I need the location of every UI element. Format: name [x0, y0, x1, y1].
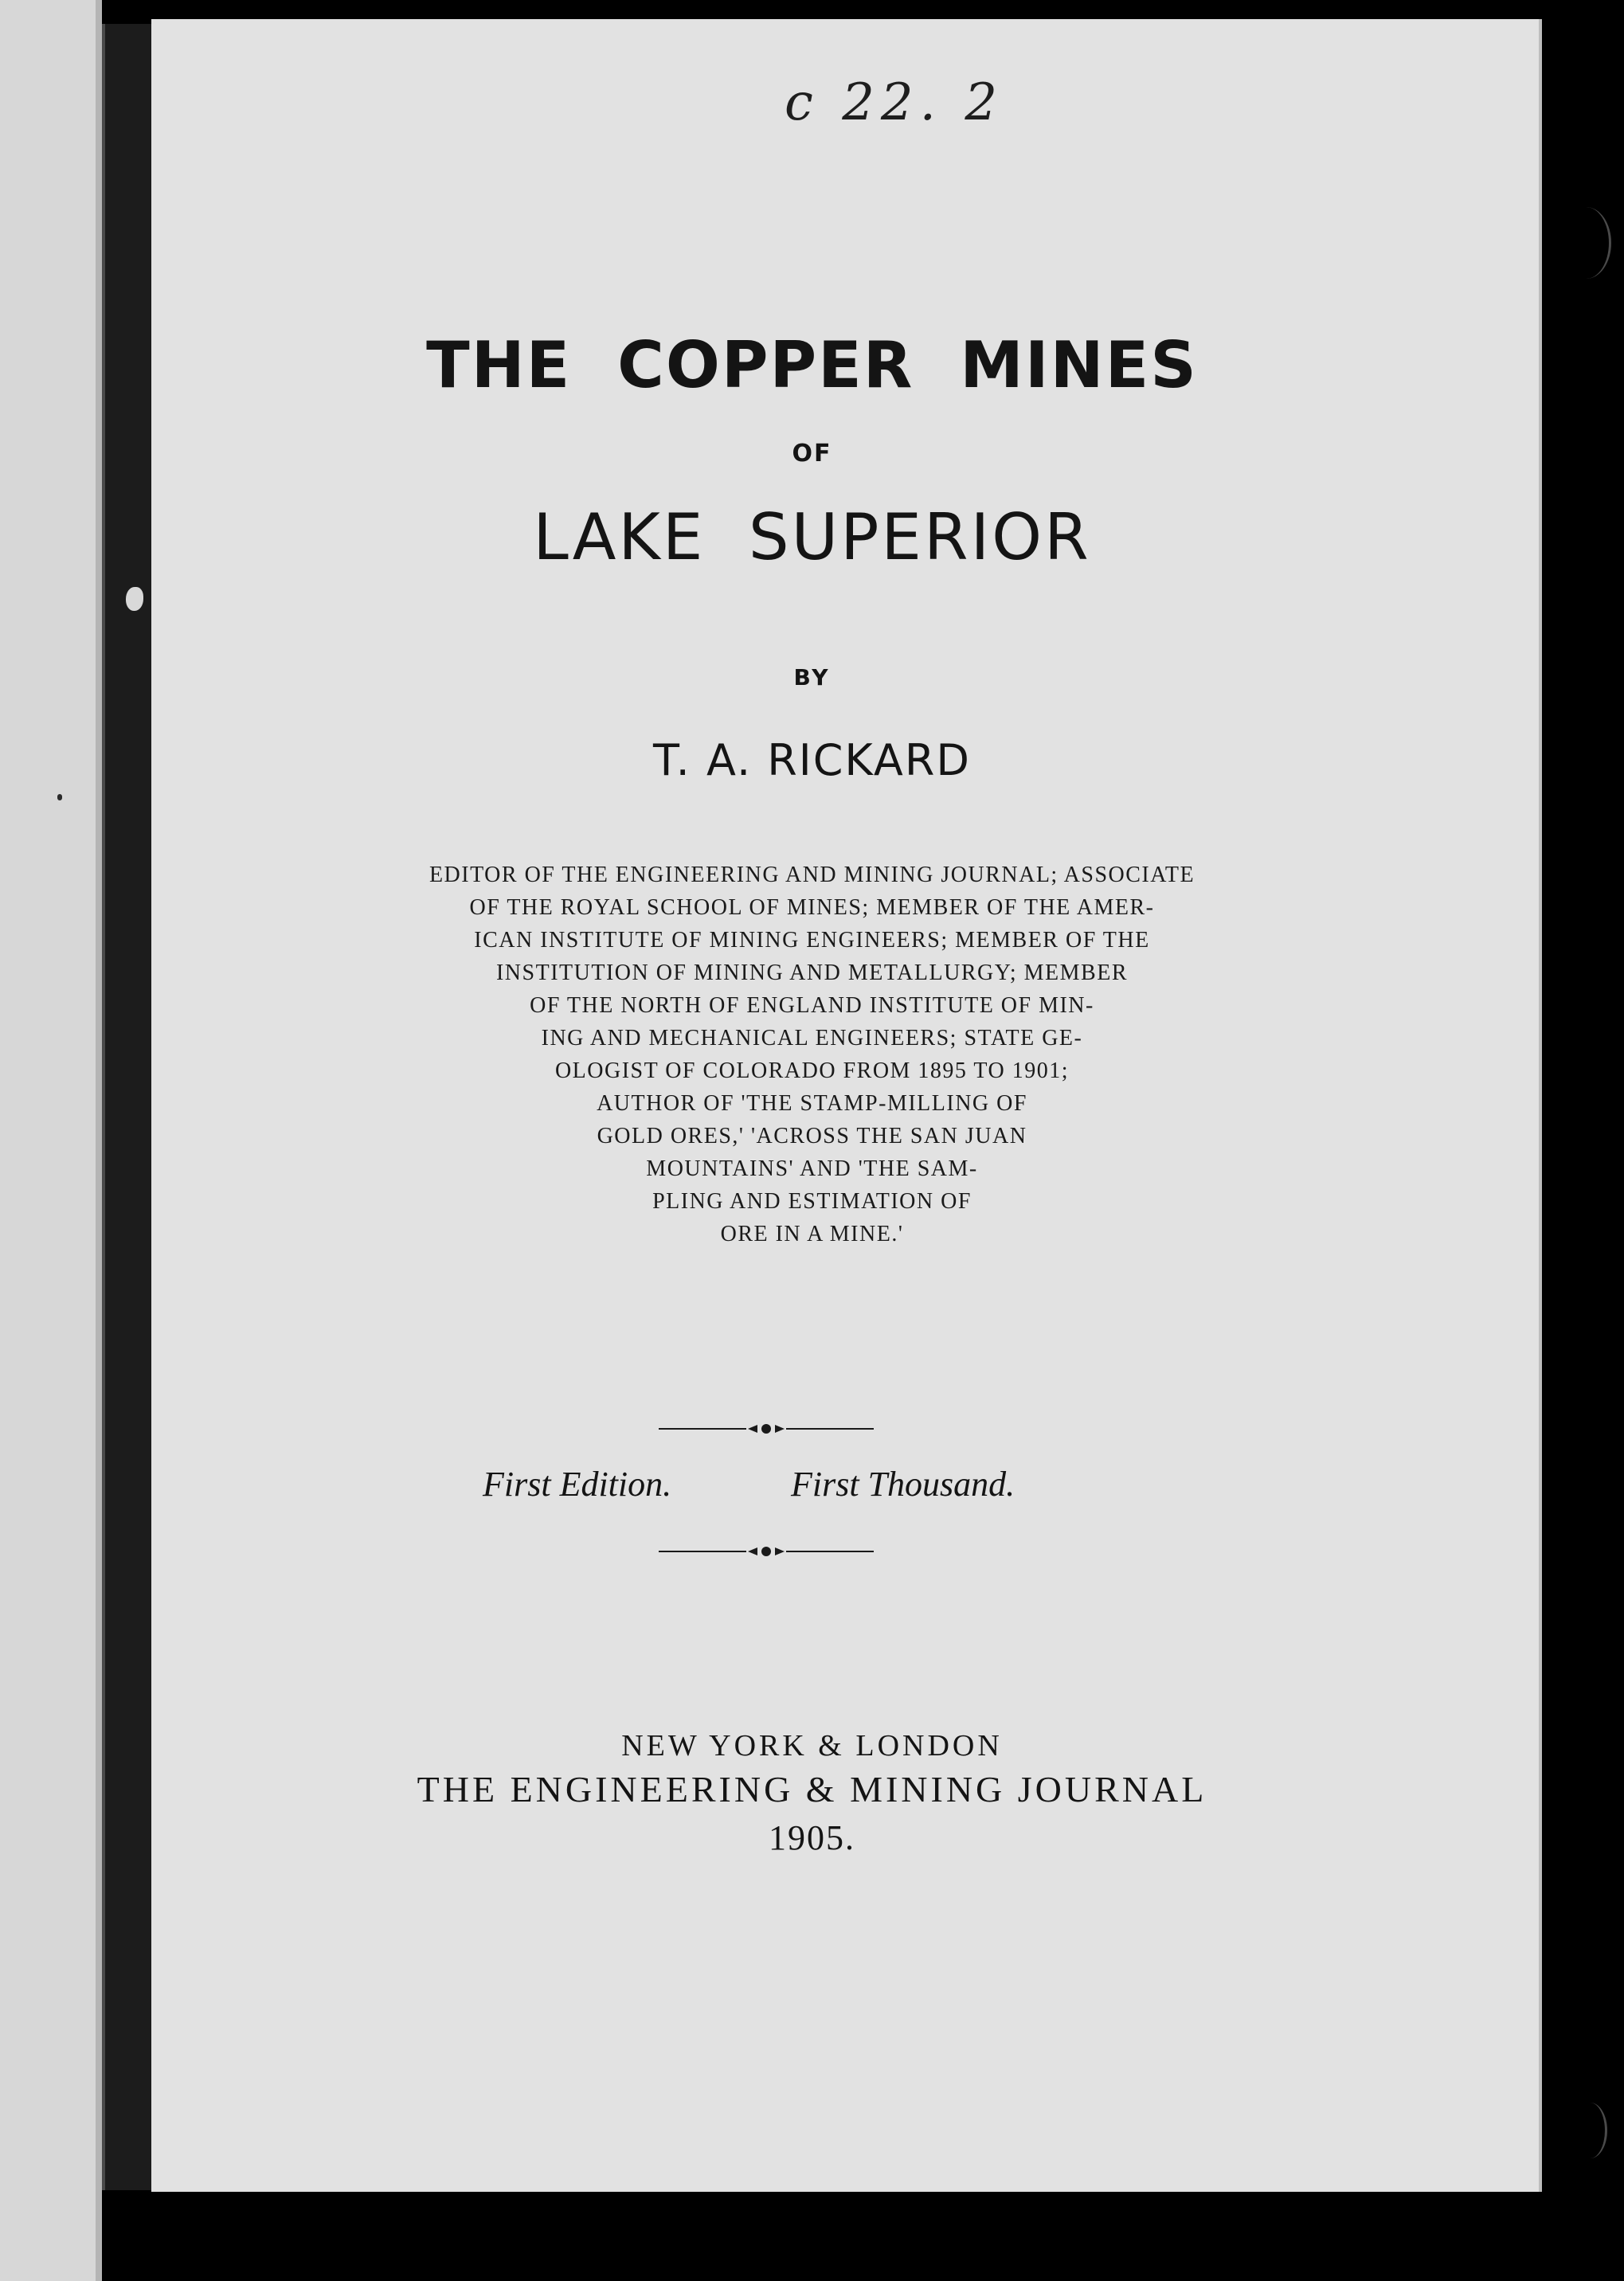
- publisher-name: THE ENGINEERING & MINING JOURNAL: [417, 1769, 1207, 1810]
- rule-arrow-right: [775, 1547, 785, 1555]
- rule-center-dot: [761, 1424, 771, 1434]
- edition-label: First Edition.: [483, 1465, 672, 1504]
- rule-arrow-right: [775, 1425, 785, 1433]
- book-title: THE COPPER MINES: [426, 328, 1198, 402]
- author-name: T. A. RICKARD: [653, 735, 971, 785]
- credentials-line: MOUNTAINS' AND 'THE SAM-: [646, 1156, 978, 1181]
- credentials-line: EDITOR OF THE ENGINEERING AND MINING JOURNAL; ASSOCIATE: [429, 863, 1195, 887]
- credentials-line: AUTHOR OF 'THE STAMP-MILLING OF: [597, 1091, 1027, 1116]
- scan-smudge: [1561, 207, 1611, 279]
- gutter-mark: [126, 587, 143, 611]
- publication-place: NEW YORK & LONDON: [621, 1729, 1003, 1763]
- scan-smudge: [1573, 2103, 1607, 2158]
- ornamental-rule-bottom: [659, 1543, 874, 1559]
- credentials-line: OLOGIST OF COLORADO FROM 1895 TO 1901;: [554, 1058, 1070, 1083]
- author-credentials: [0, 859, 1624, 1250]
- credentials-line: OF THE NORTH OF ENGLAND INSTITUTE OF MIN-: [530, 993, 1094, 1018]
- publication-year: 1905.: [769, 1818, 855, 1857]
- rule-center-dot: [761, 1547, 771, 1556]
- rule-arrow-left: [748, 1425, 757, 1433]
- credentials-line: OF THE ROYAL SCHOOL OF MINES; MEMBER OF THE AMER-: [469, 895, 1155, 920]
- credentials-line: ORE IN A MINE.': [720, 1222, 904, 1246]
- handwritten-catalog-mark: c 22. 2: [785, 73, 1004, 132]
- ornamental-rule-top: [659, 1421, 874, 1437]
- credentials-line: INSTITUTION OF MINING AND METALLURGY; MEMBER: [495, 961, 1129, 985]
- rule-arrow-left: [748, 1547, 757, 1555]
- title-connector: OF: [792, 440, 832, 468]
- byline-label: BY: [793, 664, 831, 691]
- facing-page-speck: [57, 794, 62, 800]
- credentials-line: GOLD ORES,' 'ACROSS THE SAN JUAN: [597, 1124, 1027, 1148]
- credentials-line: PLING AND ESTIMATION OF: [652, 1189, 972, 1214]
- credentials-line: ICAN INSTITUTE OF MINING ENGINEERS; MEMBER OF THE: [474, 928, 1150, 953]
- book-subtitle: LAKE SUPERIOR: [533, 500, 1091, 574]
- printing-label: First Thousand.: [791, 1465, 1015, 1504]
- credentials-line: ING AND MECHANICAL ENGINEERS; STATE GE-: [541, 1026, 1083, 1051]
